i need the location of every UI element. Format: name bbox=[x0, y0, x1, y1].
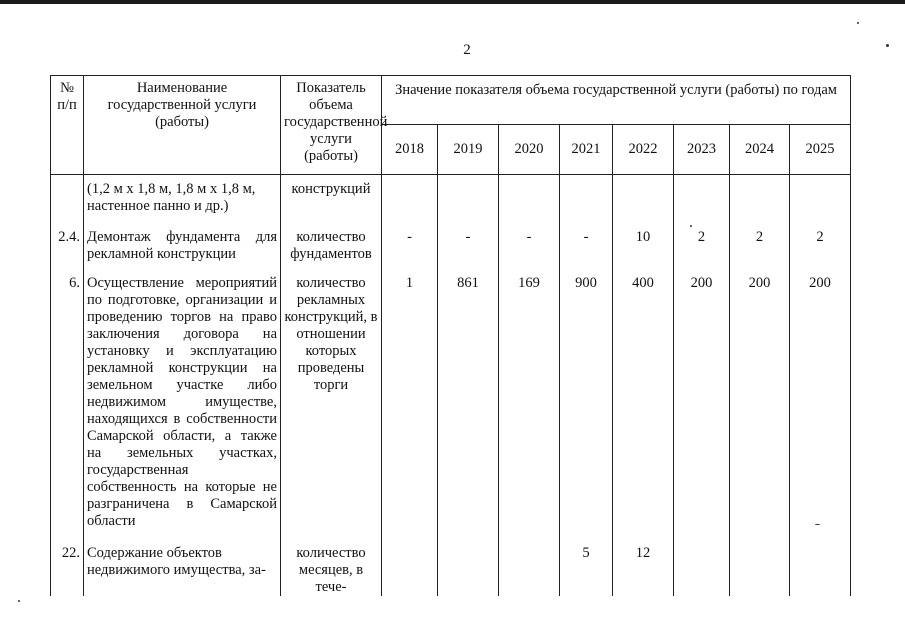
row-value: 200 bbox=[674, 271, 730, 541]
row-num: 2.4. bbox=[51, 225, 84, 271]
row-value bbox=[790, 175, 851, 226]
row-value bbox=[613, 175, 674, 226]
scan-speck bbox=[857, 22, 859, 24]
header-year: 2019 bbox=[438, 125, 499, 175]
row-value: 200 bbox=[790, 271, 851, 541]
row-indicator: количество рекламных конструкций, в отношении которых проведены торги bbox=[281, 271, 382, 541]
row-num bbox=[51, 175, 84, 226]
row-value bbox=[438, 175, 499, 226]
row-value: 900 bbox=[560, 271, 613, 541]
row-value: - bbox=[438, 225, 499, 271]
header-year: 2025 bbox=[790, 125, 851, 175]
header-values-group: Значение показателя объема государственной услуги (работы) по годам bbox=[382, 76, 851, 125]
row-name: Содержание объектов недвижимого имущества, за- bbox=[84, 541, 281, 596]
row-value: 12 bbox=[613, 541, 674, 596]
row-value: 2 bbox=[674, 225, 730, 271]
header-name: Наименование государственной услуги (работы) bbox=[84, 76, 281, 175]
row-value bbox=[499, 541, 560, 596]
row-value: 200 bbox=[730, 271, 790, 541]
row-indicator: количество месяцев, в тече- bbox=[281, 541, 382, 596]
row-value bbox=[382, 541, 438, 596]
row-indicator: конструкций bbox=[281, 175, 382, 226]
header-indicator: Показатель объема государственной услуги (работы) bbox=[281, 76, 382, 175]
row-value: 2 bbox=[790, 225, 851, 271]
header-year: 2021 bbox=[560, 125, 613, 175]
row-value: 169 bbox=[499, 271, 560, 541]
row-name: Демонтаж фундамента для рекламной конструкции bbox=[84, 225, 281, 271]
row-num: 22. bbox=[51, 541, 84, 596]
table-row bbox=[51, 271, 851, 541]
row-value bbox=[674, 175, 730, 226]
row-value: - bbox=[499, 225, 560, 271]
row-value bbox=[560, 175, 613, 226]
row-value bbox=[499, 175, 560, 226]
row-value: - bbox=[382, 225, 438, 271]
scan-top-edge bbox=[0, 0, 905, 4]
row-value: 5 bbox=[560, 541, 613, 596]
header-year: 2020 bbox=[499, 125, 560, 175]
row-value: 10 bbox=[613, 225, 674, 271]
row-name: (1,2 м х 1,8 м, 1,8 м х 1,8 м, настенное панно и др.) bbox=[84, 175, 281, 226]
row-value bbox=[674, 541, 730, 596]
scan-speck bbox=[18, 600, 20, 602]
row-value bbox=[730, 175, 790, 226]
row-name: Осуществление мероприятий по подготовке, организации и проведению торгов на право заключения договора на установку и эксплуатацию рекламной конструкции на земельном участке либо недвижимом имуществе, находящихся в собственности Самарской области, а также на земельных участках, государственная собственность на которые не разграничена в Самарской области bbox=[84, 271, 281, 541]
row-value: 400 bbox=[613, 271, 674, 541]
row-indicator: количество фундаментов bbox=[281, 225, 382, 271]
scan-speck bbox=[815, 524, 820, 525]
header-year: 2018 bbox=[382, 125, 438, 175]
row-value: 861 bbox=[438, 271, 499, 541]
table-row bbox=[51, 541, 851, 596]
services-table bbox=[50, 75, 851, 596]
row-value: - bbox=[560, 225, 613, 271]
scan-speck bbox=[886, 44, 889, 47]
header-year: 2022 bbox=[613, 125, 674, 175]
row-value bbox=[438, 541, 499, 596]
row-value bbox=[790, 541, 851, 596]
scan-speck bbox=[690, 225, 692, 227]
header-year: 2023 bbox=[674, 125, 730, 175]
row-value bbox=[730, 541, 790, 596]
row-value bbox=[382, 175, 438, 226]
row-value: 1 bbox=[382, 271, 438, 541]
header-num: № п/п bbox=[51, 76, 84, 175]
header-year: 2024 bbox=[730, 125, 790, 175]
row-value: 2 bbox=[730, 225, 790, 271]
table-row bbox=[51, 175, 851, 226]
table-row bbox=[51, 225, 851, 271]
row-num: 6. bbox=[51, 271, 84, 541]
page-number: 2 bbox=[463, 42, 471, 58]
